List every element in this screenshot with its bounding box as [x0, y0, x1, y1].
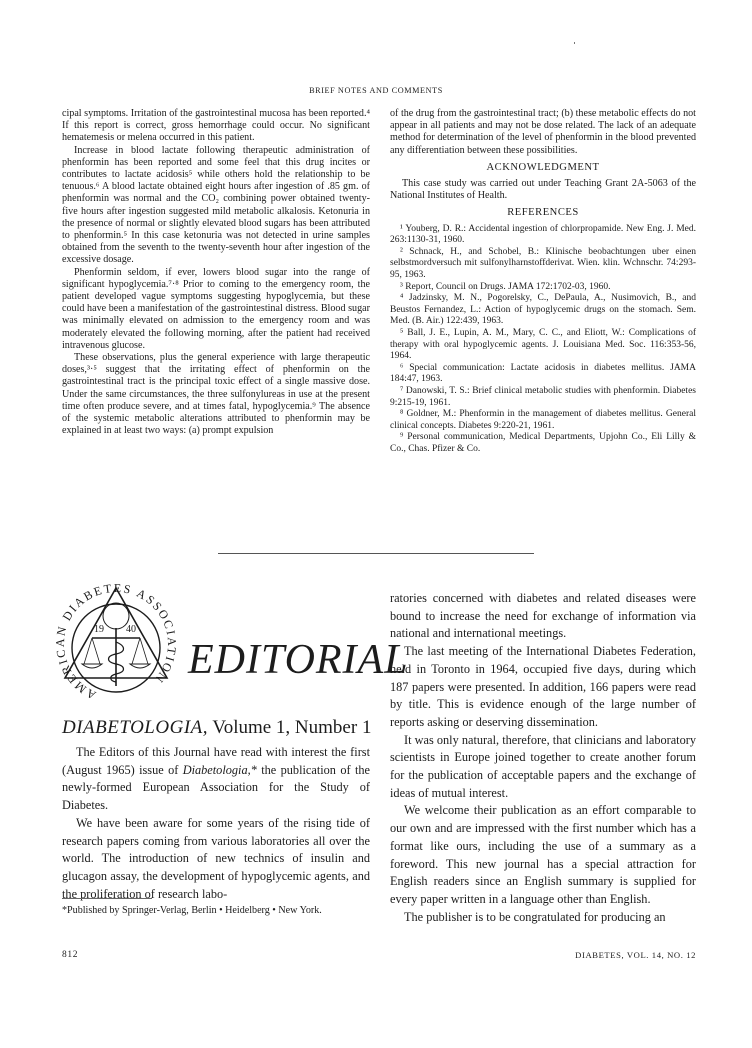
- paragraph: We have been aware for some years of the rising tide of research papers coming from various laboratories all over the world. The introduction of new technics of insulin and glucagon assay, the development of hypoglycemic agents, and the proliferation of research labo-: [62, 815, 370, 901]
- section-divider: [218, 553, 534, 554]
- footnote: *Published by Springer-Verlag, Berlin • Heidelberg • New York.: [62, 905, 322, 916]
- editorial-title: EDITORIAL: [188, 637, 409, 683]
- editorial-left-column: [62, 744, 370, 903]
- acknowledgment-heading: ACKNOWLEDGMENT: [486, 161, 600, 173]
- reference-item: ⁸ Goldner, M.: Phenformin in the management of diabetes mellitus. General clinical concepts. Diabetes 9:220-21, 1961.: [390, 409, 696, 431]
- editorial-right-column: [390, 590, 696, 926]
- paragraph: The last meeting of the International Diabetes Federation, held in Toronto in 1964, occupied five days, during which 187 papers were presented. In addition, 166 papers were read by title. This is evidence enough of the large number of reports asking or deserving dissemination.: [390, 644, 696, 729]
- acknowledgment-text: This case study was carried out under Teaching Grant 2A-5063 of the National Institutes of Health.: [390, 178, 696, 202]
- running-head: BRIEF NOTES AND COMMENTS: [309, 86, 443, 95]
- reference-item: ⁹ Personal communication, Medical Departments, Upjohn Co., Eli Lilly & Co., Chas. Pfizer & Co.: [390, 432, 696, 454]
- journal-footer: DIABETES, VOL. 14, NO. 12: [575, 950, 696, 960]
- volume-number: Volume 1, Number 1: [208, 717, 372, 738]
- right-column-text: [390, 108, 696, 456]
- reference-item: ⁵ Ball, J. E., Lupin, A. M., Mary, C. C., and Eliott, W.: Complications of therapy with oral hypoglycemic agents. J. Louisiana Med. Soc. 116:353-56, 1964.: [390, 327, 696, 362]
- left-column-text: [62, 108, 370, 437]
- paragraph: ratories concerned with diabetes and related diseases were bound to increase the need for exchange of information via national and international meetings.: [390, 591, 696, 641]
- reference-item: ³ Report, Council on Drugs. JAMA 172:1702-03, 1960.: [400, 281, 611, 292]
- footnote-rule: [62, 898, 152, 899]
- paragraph: It was only natural, therefore, that clinicians and laboratory scientists in Europe joined together to create another forum for the publication of acceptable papers and the exchange of ideas of mutual interest.: [390, 732, 696, 800]
- reference-item: ⁶ Special communication: Lactate acidosis in diabetes mellitus. JAMA 184:47, 1963.: [390, 362, 696, 385]
- seal-text: AMERI DIABETES ASSOC ION: [56, 582, 176, 703]
- journal-citation: Diabetologia,*: [182, 762, 257, 777]
- paragraph: We welcome their publication as an effort comparable to our own and are impressed with the first number which has a format like ours, including the use of a summary as a foreword. This new journal has a special attraction for English readers since an English summary is supplied for every paper written in a language other than English.: [390, 803, 696, 906]
- seal-icon: [56, 582, 176, 704]
- scan-mark: [574, 42, 575, 44]
- references-heading: REFERENCES: [507, 207, 579, 219]
- paragraph: cipal symptoms. Irritation of the gastrointestinal mucosa has been reported.⁴ If this report is correct, gross hemorrhage could occur. No significant hematemesis or melena occurred in this patient.: [62, 108, 370, 144]
- seal-year-right: 40: [126, 624, 136, 635]
- paragraph: The publisher is to be congratulated for producing an: [404, 909, 666, 924]
- paragraph-text: The Editors of this Journal have read with interest the first (August 1965) issue of: [62, 745, 370, 777]
- paragraph-text: the publication of the newly-formed European Association for the Study of Diabetes.: [62, 762, 370, 813]
- paragraph: These observations, plus the general experience with large therapeutic doses,³·⁵ suggest that the irritating effect of phenformin on the gastrointestinal tract is the principal toxic effect of a single massive dose. Under the same circumstances, the three sulfonylureas in use at the present time often produce severe, and at times fatal, hypoglycemia.⁹ The absence of the systemic metabolic alterations attributed to phenformin may be explained in at least two ways: (a) prompt expulsion: [62, 352, 370, 437]
- paragraph: of the drug from the gastrointestinal tract; (b) these metabolic effects do not appear in all patients and may not be dose related. The lack of an adequate method for determination of the level of phenformin in the blood prevented any differentiation between these possibilities.: [390, 108, 696, 156]
- paragraph: Increase in blood lactate following therapeutic administration of phenformin has been reported and some feel that this drug incites or contributes to lactate acidosis⁵ while others hold the relationship to be tenuous.⁶ A blood lactate obtained eight hours after ingestion of .85 gm. of phenformin was normal and the CO₂ combining power obtained twenty-five hours after ingestion suggested mild metabolic alkalosis. Ketonuria in the presence of normal or slightly elevated blood sugars has been attributed to phenformin.⁵ In this case ketonuria was not detected in urine samples obtained from the seventh to the twenty-seventh hour after ingestion of the excessive dosage.: [62, 144, 370, 266]
- reference-item: ² Schnack, H., and Schobel, B.: Klinische beobachtungen uber einen selbstmordversuch mit sulfonylharnstoffderivat. Wien. klin. Wchnschr. 74:293-95, 1963.: [390, 246, 696, 280]
- page-number: 812: [62, 950, 79, 960]
- journal-name: DIABETOLOGIA,: [62, 717, 209, 738]
- editorial-subtitle: [62, 717, 371, 739]
- paragraph: [62, 744, 370, 815]
- paragraph: Phenformin seldom, if ever, lowers blood sugar into the range of significant hypoglycemia.⁷·⁸ Prior to coming to the emergency room, the patient developed vague symptoms suggesting hypoglycemia, but these could have been a manifestation of the gastrointestinal distress. Blood sugar was minimally elevated on admission to the emergency room and was moderately elevated the following morning, after the patient had received intravenous glucose.: [62, 266, 370, 351]
- seal-year-left: 19: [94, 624, 104, 635]
- reference-item: ⁴ Jadzinsky, M. N., Pogorelsky, C., DePaula, A., Nusimovich, B., and Beustos Fernandez, L.: Action of hypoglycemic drugs on the stomach. Sem. Med. (B. Air.) 122:439, 1963.: [390, 293, 696, 327]
- association-seal-logo: [56, 582, 176, 704]
- reference-item: ¹ Youberg, D. R.: Accidental ingestion of chlorpropamide. New Eng. J. Med. 263:1130-31, 1960.: [390, 223, 696, 246]
- reference-item: ⁷ Danowski, T. S.: Brief clinical metabolic studies with phenformin. Diabetes 9:215-19, 1961.: [390, 385, 696, 408]
